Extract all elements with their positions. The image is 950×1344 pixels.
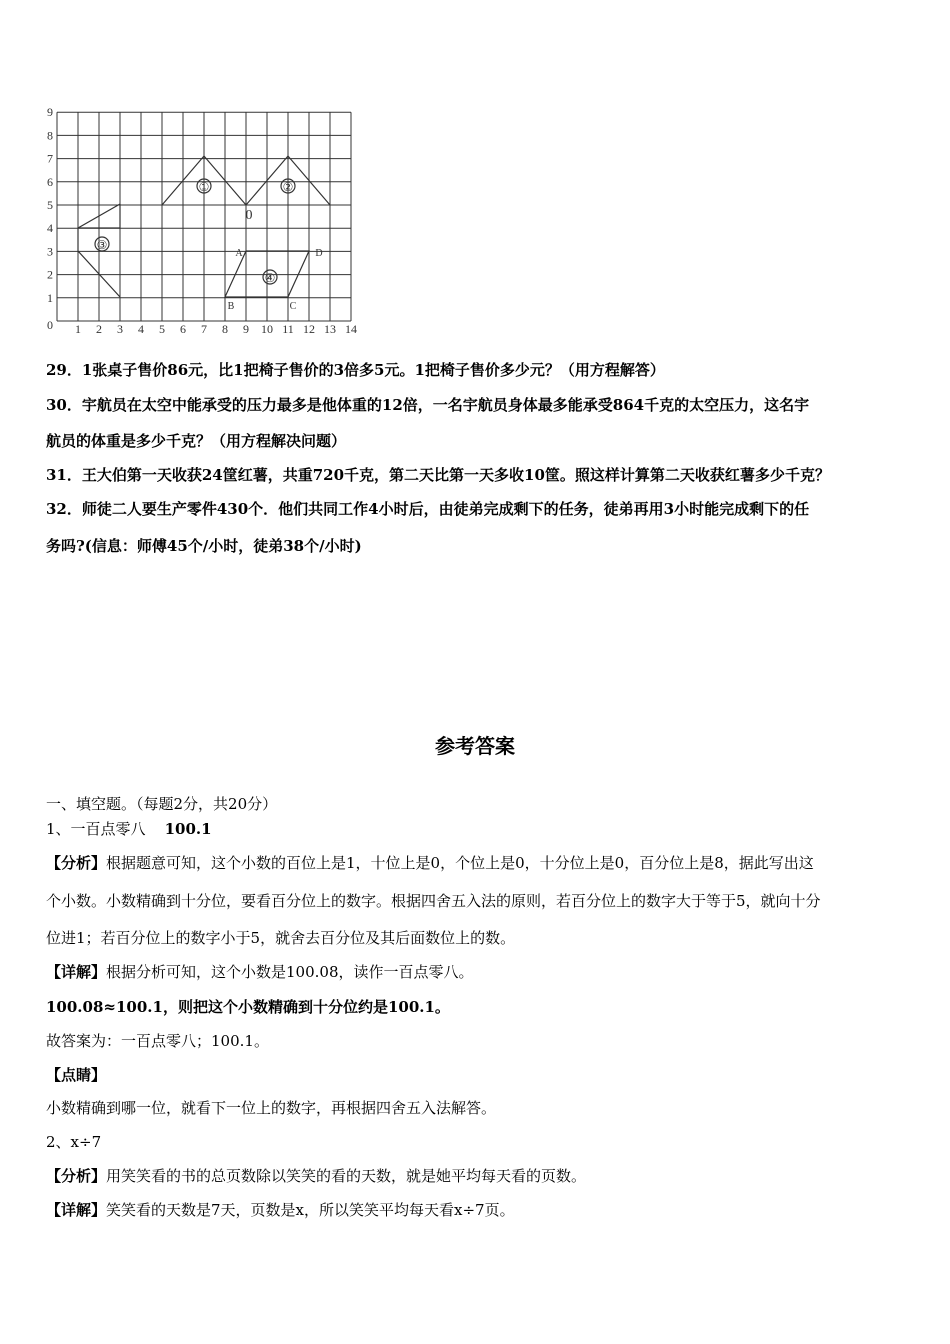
x-tick-label: 6 — [180, 322, 186, 336]
point-c-label: C — [289, 301, 297, 312]
shape-3-label: ③ — [96, 238, 108, 252]
analysis-text: 根据题意可知，这个小数的百位上是1，十位上是0，个位上是0，十分位上是0，百分位上是8，据此写出这 — [106, 854, 814, 872]
shape-4-label: ④ — [264, 271, 276, 285]
answer-1-label: 1、一百点零八 — [46, 820, 146, 838]
detail-tag: 【详解】 — [46, 963, 107, 981]
question-30-line1: 30．宇航员在太空中能承受的压力最多是他体重的12倍，一名宇航员身体最多能承受864千克的太空压力，这名宇 — [46, 396, 810, 414]
grid-figure — [46, 98, 366, 340]
analysis-tag: 【分析】 — [46, 854, 107, 872]
answer-2-head: 2、x÷7 — [46, 1133, 102, 1151]
x-tick-label: 12 — [303, 322, 315, 336]
x-tick-label: 5 — [159, 322, 165, 336]
y-tick-label: 3 — [47, 244, 53, 259]
analysis-text: 用笑笑看的书的总页数除以笑笑的看的天数，就是她平均每天看的页数。 — [106, 1167, 587, 1185]
answer-1-analysis-line2: 个小数。小数精确到十分位，要看百分位上的数字。根据四舍五入法的原则，若百分位上的数字大于等于5，就向十分 — [46, 892, 821, 910]
answer-1-comment: 小数精确到哪一位，就看下一位上的数字，再根据四舍五入法解答。 — [46, 1099, 497, 1117]
x-tick-label: 3 — [117, 322, 123, 336]
shape-1-label: ① — [198, 180, 210, 194]
shape-2-label: ② — [282, 180, 294, 194]
question-32-line1: 32．师徒二人要生产零件430个．他们共同工作4小时后，由徒弟完成剩下的任务，徒弟再用3小时能完成剩下的任 — [46, 500, 810, 518]
y-tick-label: 5 — [47, 198, 53, 212]
point-o-label: 0 — [245, 208, 253, 223]
point-a-label: A — [235, 248, 243, 259]
answer-1-value: 100.1 — [164, 820, 212, 838]
x-tick-label: 11 — [282, 322, 294, 336]
detail-tag: 【详解】 — [46, 1201, 107, 1219]
detail-text: 笑笑看的天数是7天，页数是x，所以笑笑平均每天看x÷7页。 — [106, 1201, 515, 1219]
answer-2-analysis — [46, 1167, 586, 1186]
answer-1-detail2: 100.08≈100.1，则把这个小数精确到十分位约是100.1。 — [46, 998, 450, 1016]
answer-1-detail — [46, 963, 474, 982]
answer-1-comment-tag: 【点睛】 — [46, 1066, 107, 1084]
x-tick-label: 8 — [222, 322, 228, 336]
question-32-line2: 务吗?(信息：师傅45个/小时，徒弟38个/小时) — [46, 537, 362, 555]
answer-1-final: 故答案为：一百点零八；100.1。 — [46, 1032, 269, 1050]
answer-1-analysis-line3: 位进1；若百分位上的数字小于5，就舍去百分位及其后面数位上的数。 — [46, 929, 516, 947]
answers-title: 参考答案 — [435, 734, 515, 758]
answer-1-analysis-line1 — [46, 854, 814, 873]
point-d-label: D — [315, 248, 323, 259]
section-1-title: 一、填空题。（每题2分，共20分） — [46, 795, 278, 813]
detail-text: 根据分析可知，这个小数是100.08，读作一百点零八。 — [106, 963, 474, 981]
x-tick-label: 7 — [201, 322, 207, 336]
question-31: 31．王大伯第一天收获24筐红薯，共重720千克，第二天比第一天多收10筐。照这样计算第二天收获红薯多少千克？ — [46, 466, 830, 484]
y-tick-label: 0 — [47, 318, 53, 332]
x-tick-label: 13 — [324, 322, 336, 336]
y-tick-label: 9 — [47, 105, 53, 120]
x-tick-label: 4 — [138, 322, 144, 336]
x-tick-label: 10 — [261, 322, 273, 336]
x-tick-label: 9 — [243, 322, 249, 336]
question-30-line2: 航员的体重是多少千克？（用方程解决问题） — [46, 432, 347, 450]
y-tick-label: 7 — [47, 151, 53, 166]
y-tick-label: 1 — [47, 290, 53, 305]
answer-2-detail — [46, 1201, 515, 1220]
y-tick-label: 8 — [47, 128, 53, 143]
x-tick-label: 14 — [345, 322, 357, 336]
analysis-tag: 【分析】 — [46, 1167, 107, 1185]
x-tick-label: 2 — [96, 322, 102, 336]
answer-1-head — [46, 820, 212, 839]
x-tick-label: 1 — [75, 322, 81, 336]
y-tick-label: 6 — [47, 174, 53, 189]
point-b-label: B — [227, 301, 235, 312]
y-tick-label: 2 — [47, 267, 53, 282]
question-29: 29．1张桌子售价86元，比1把椅子售价的3倍多5元。1把椅子售价多少元？（用方程解答） — [46, 361, 665, 379]
y-tick-label: 4 — [47, 221, 53, 236]
